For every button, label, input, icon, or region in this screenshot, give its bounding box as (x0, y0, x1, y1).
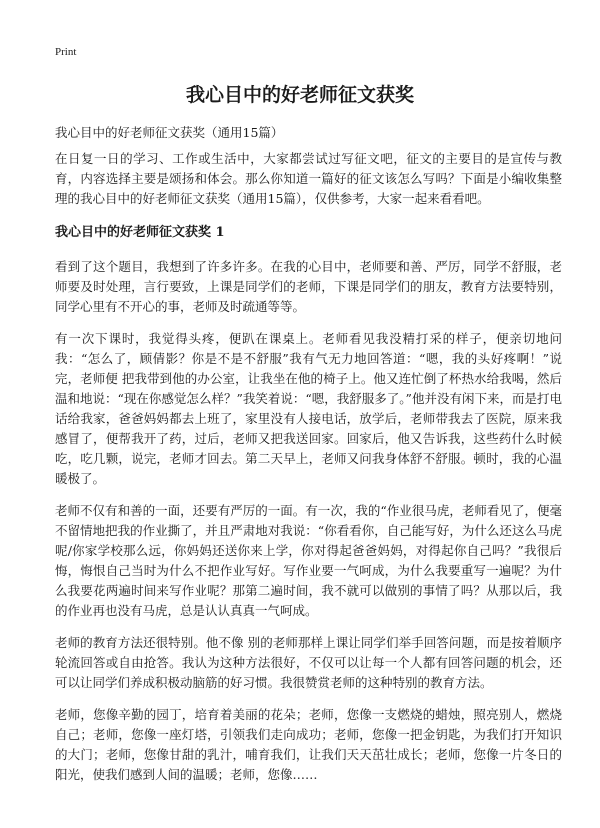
intro-paragraph: 在日复一日的学习、工作或生活中，大家都尝试过写征文吧，征文的主要目的是宣传与教育，内容选择主要是颂扬和体会。那么你知道一篇好的征文该怎么写吗？下面是小编收集整理的我心目中的好老师征文获奖（通用15篇），仅供参考，大家一起来看看吧。 (55, 151, 562, 206)
body-paragraph: 老师的教育方法还很特别。他不像 别的老师那样上课让同学们举手回答问题，而是按着顺序轮流回答或自由抢答。我认为这种方法很好，不仅可以让每一个人都有回答问题的机会，还可以让同学们养成积极动脑筋的好习惯。我很赞赏老师的这种特别的教育方法。 (55, 635, 562, 690)
body-paragraph: 看到了这个题目，我想到了许多许多。在我的心目中，老师要和善、严厉，同学不舒服，老师要及时处理，言行要致，上课是同学们的老师，下课是同学们的朋友，教育方法要特别，同学心里有不开心的事，老师及时疏通等等。 (55, 259, 562, 314)
body-paragraph: 老师，您像辛勤的园丁，培育着美丽的花朵；老师，您像一支燃烧的蜡烛，照亮别人，燃烧自己；老师，您像一座灯塔，引领我们走向成功；老师，您像一把金钥匙，为我们打开知识的大门；老师，您像甘甜的乳汁，哺育我们，让我们天天茁壮成长；老师，您像一片冬日的阳光，使我们感到人间的温暖；老师，您像…… (55, 707, 562, 782)
body-paragraph: 老师不仅有和善的一面，还要有严厉的一面。有一次，我的“作业很马虎，老师看见了，便毫不留情地把我的作业撕了，并且严肃地对我说：“你看看你，自己能写好，为什么还这么马虎呢/你家学校那么远，你妈妈还送你来上学，你对得起爸爸妈妈，对得起你自己吗？”我很后悔，悔恨自己当时为什么不把作业写好。写作业要一气呵成，为什么我要重写一遍呢？为什么我要花两遍时间来写作业呢？那第二遍时间，我不就可以做别的事情了吗？从那以后，我的作业再也没有马虎，总是认认真真一气呵成。 (55, 503, 562, 618)
article-body (55, 149, 562, 797)
page-title: 我心目中的好老师征文获奖 (185, 84, 414, 106)
body-paragraph: 有一次下课时，我觉得头疼，便趴在课桌上。老师看见我没精打采的样子，便亲切地问我：“怎么了，顾倩影？你是不是不舒服”我有气无力地回答道：“嗯，我的头好疼啊！”说完，老师便 把我带到他的办公室，让我坐在他的椅子上。他又连忙倒了杯热水给我喝，然后温和地说：“现在你感觉怎么样？”我笑着说：“嗯，我舒服多了。”他并没有闲下来，而是打电话给我家，爸爸妈妈都去上班了，家里没有人接电话，放学后，老师带我去了医院，原来我感冒了，便帮我开了药，过后，老师又把我送回家。回家后，他又告诉我，这些药什么时候吃，吃几颗，说完，老师才回去。第二天早上，老师又问我身体舒不舒服。顿时，我的心温暖极了。 (55, 331, 562, 486)
article-subtitle: 我心目中的好老师征文获奖（通用15篇） (55, 125, 284, 140)
section-heading: 我心目中的好老师征文获奖 1 (55, 225, 225, 240)
print-link[interactable]: Print (55, 46, 77, 58)
